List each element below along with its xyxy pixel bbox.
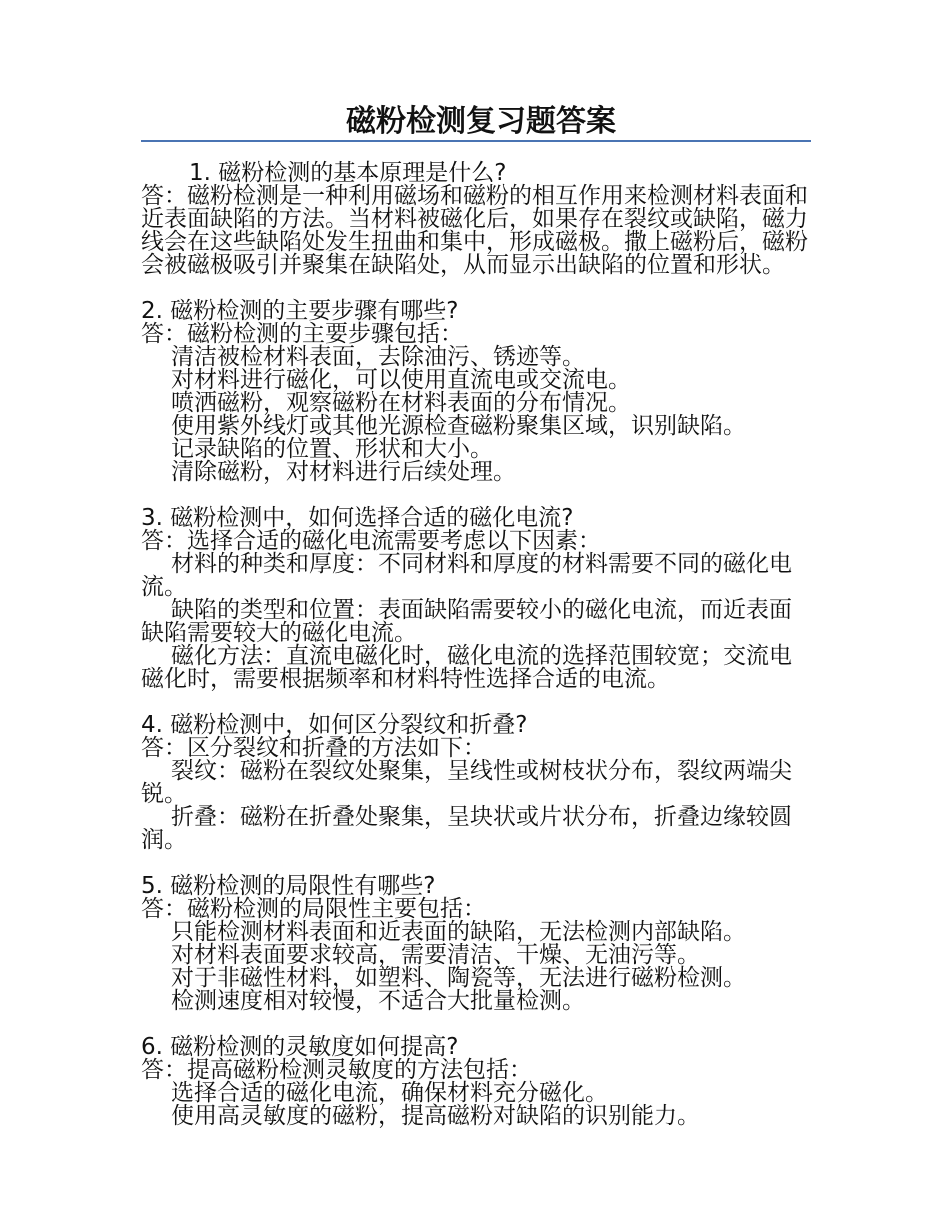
question-6: 6. 磁粉检测的灵敏度如何提高? [141, 1034, 459, 1060]
answer-6-step: 选择合适的磁化电流，确保材料充分磁化。 [171, 1080, 608, 1106]
question-1: 1. 磁粉检测的基本原理是什么? [189, 160, 507, 186]
document-title: 磁粉检测复习题答案 [346, 104, 616, 139]
document-page [141, 104, 811, 1151]
answer-2-intro: 答：磁粉检测的主要步骤包括： [141, 321, 463, 347]
qa-section-6 [141, 1036, 811, 1128]
qa-section-4 [141, 714, 811, 852]
answer-5-intro: 答：磁粉检测的局限性主要包括： [141, 896, 486, 922]
answer-5-step: 检测速度相对较慢，不适合大批量检测。 [171, 988, 585, 1014]
answer-4-intro: 答：区分裂纹和折叠的方法如下： [141, 735, 486, 761]
document-body [141, 162, 811, 1128]
answer-4-paragraph: 裂纹：磁粉在裂纹处聚集，呈线性或树枝状分布，裂纹两端尖锐。 [141, 758, 792, 807]
answer-3-intro: 答：选择合适的磁化电流需要考虑以下因素： [141, 528, 601, 554]
answer-2-step: 清洁被检材料表面，去除油污、锈迹等。 [171, 344, 585, 370]
answer-6-step: 使用高灵敏度的磁粉，提高磁粉对缺陷的识别能力。 [171, 1103, 700, 1129]
question-3: 3. 磁粉检测中，如何选择合适的磁化电流? [141, 505, 574, 531]
answer-2-step: 使用紫外线灯或其他光源检查磁粉聚集区域，识别缺陷。 [171, 413, 746, 439]
title-underline [141, 140, 811, 142]
answer-4-paragraph: 折叠：磁粉在折叠处聚集，呈块状或片状分布，折叠边缘较圆润。 [141, 804, 792, 853]
answer-2-step: 对材料进行磁化，可以使用直流电或交流电。 [171, 367, 631, 393]
answer-3-paragraph: 磁化方法：直流电磁化时，磁化电流的选择范围较宽；交流电磁化时，需要根据频率和材料特性选择合适的电流。 [141, 643, 792, 692]
question-4: 4. 磁粉检测中，如何区分裂纹和折叠? [141, 712, 528, 738]
answer-2-step: 记录缺陷的位置、形状和大小。 [171, 436, 493, 462]
answer-2-step: 喷洒磁粉，观察磁粉在材料表面的分布情况。 [171, 390, 631, 416]
answer-1: 答：磁粉检测是一种利用磁场和磁粉的相互作用来检测材料表面和近表面缺陷的方法。当材料被磁化后，如果存在裂纹或缺陷，磁力线会在这些缺陷处发生扭曲和集中，形成磁极。撒上磁粉后，磁粉会被磁极吸引并聚集在缺陷处，从而显示出缺陷的位置和形状。 [141, 183, 808, 278]
answer-3-paragraph: 缺陷的类型和位置：表面缺陷需要较小的磁化电流，而近表面缺陷需要较大的磁化电流。 [141, 597, 792, 646]
answer-5-step: 对材料表面要求较高，需要清洁、干燥、无油污等。 [171, 942, 700, 968]
answer-2-step: 清除磁粉，对材料进行后续处理。 [171, 459, 516, 485]
qa-section-1 [141, 162, 811, 277]
answer-3-paragraph: 材料的种类和厚度：不同材料和厚度的材料需要不同的磁化电流。 [141, 551, 792, 600]
qa-section-2 [141, 300, 811, 484]
question-5: 5. 磁粉检测的局限性有哪些? [141, 873, 436, 899]
answer-5-step: 只能检测材料表面和近表面的缺陷，无法检测内部缺陷。 [171, 919, 746, 945]
qa-section-5 [141, 875, 811, 1013]
answer-6-intro: 答：提高磁粉检测灵敏度的方法包括： [141, 1057, 532, 1083]
answer-5-step: 对于非磁性材料，如塑料、陶瓷等，无法进行磁粉检测。 [171, 965, 746, 991]
question-2: 2. 磁粉检测的主要步骤有哪些? [141, 298, 459, 324]
qa-section-3 [141, 507, 811, 691]
